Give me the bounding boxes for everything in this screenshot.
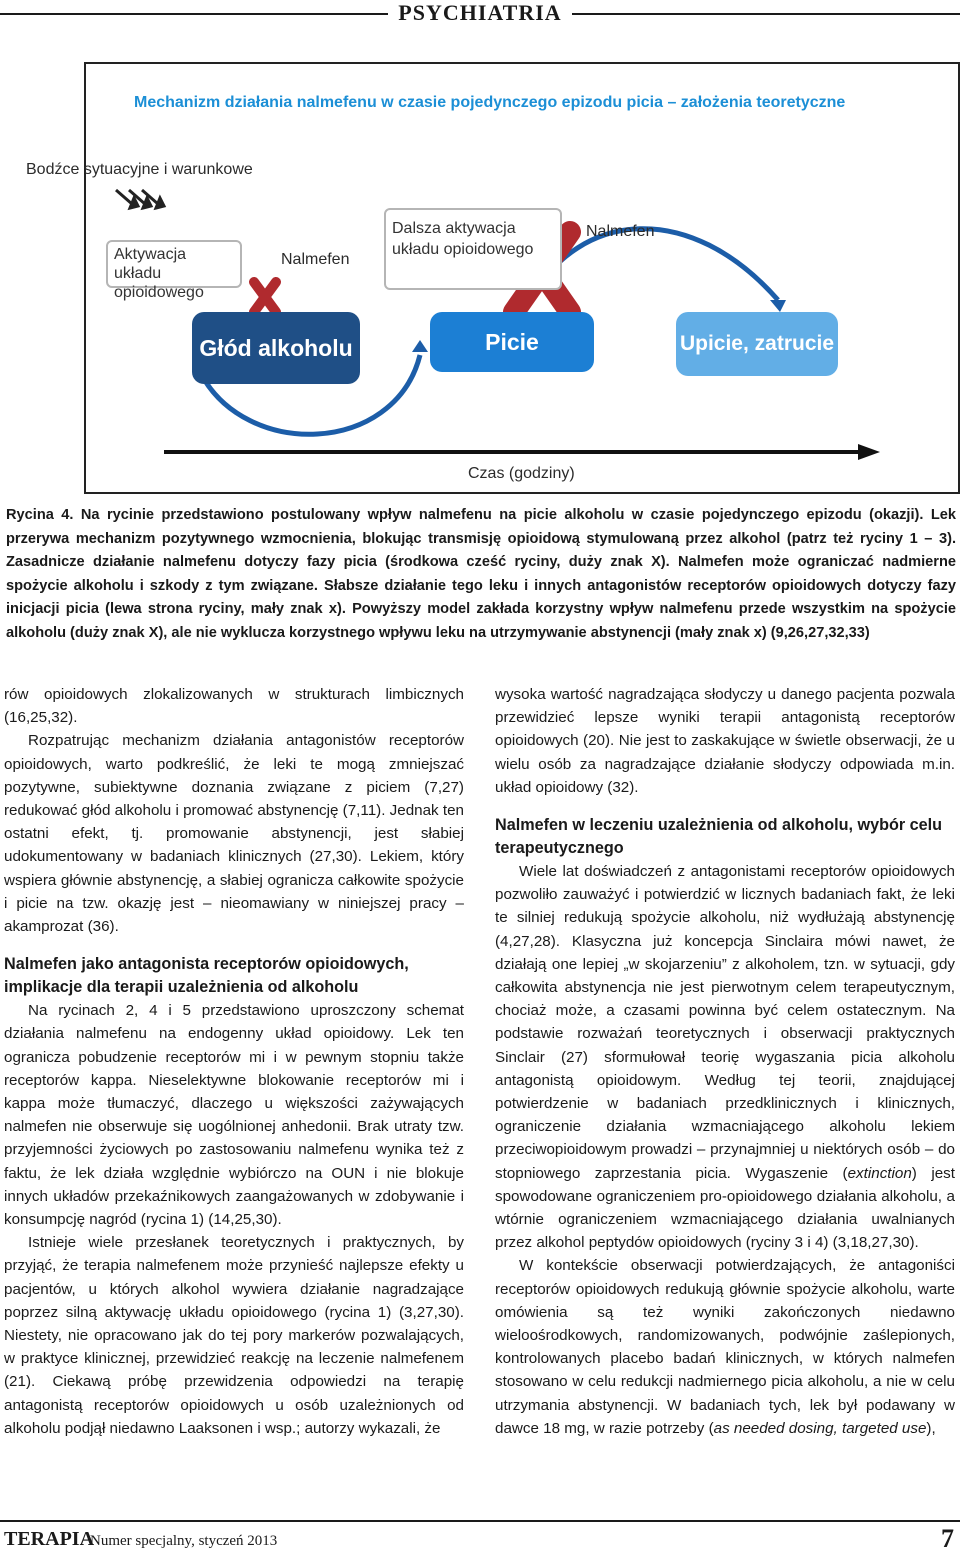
caption-text: Na rycinie przedstawiono postulowany wpływ nalmefenu na picie alkoholu w czasie pojedynczego epizodu (okazji). Lek przerywa mechanizm pozytywnego wzmocnienia, blokując transmisję opioidową stymulowaną przez alkohol (patrz też ryciny 1 – 3). Zasadnicze działanie nalmefenu dotyczy fazy picia (środkowa cześć ryciny, duży znak X). Nalmefen może ograniczać nadmierne spożycie alkoholu i szkody z tym związane. Słabsze działanie tego leku i innych antagonistów receptorów opioidowych dotyczy fazy inicjacji picia (lewa strona ryciny, mały znak x). Powyższy model zakłada korzystny wpływ nalmefenu przede wszystkim na spożycie alkoholu (duży znak X), ale nie wyklucza korzystnego wpływu leku na utrzymywanie abstynencji (mały znak x) (9,26,27,32,33) <box>6 507 956 641</box>
cues-label: Bodźce sytuacyjne i warunkowe <box>26 161 253 178</box>
right-paragraph-2-italic: extinction <box>847 1164 912 1182</box>
activation-label-box: Aktywacja układu opioidowego <box>106 240 242 288</box>
left-paragraph-4: Istnieje wiele przesłanek teoretycznych i praktycznych, by przyjąć, że terapia nalmefenem może przynieść najlepsze efekty u pacjentów, u których alkohol wywiera działanie nagradzające poprzez silną aktywację układu opioidowego (rycina 1) (3,27,30). Niestety, nie opracowano jak do tej pory markerów pozwalających, w praktyce klinicznej, przewidzieć reakcję na leczenie nalmefenem (21). Ciekawą próbę przewidzenia odpowiedzi na terapię antagonistą receptorów opioidowych u osób uzależnionych od alkoholu podjął niedawno Laaksonen i wsp.; autorzy wykazali, że <box>4 1234 464 1437</box>
small-x-icon <box>254 282 276 312</box>
figure-title: Mechanizm działania nalmefenu w czasie pojedynczego epizodu picia – założenia teoretyczne <box>134 94 846 111</box>
right-paragraph-2 <box>495 860 955 1254</box>
stage-drinking: Picie <box>430 312 594 372</box>
left-section-heading: Nalmefen jako antagonista receptorów opioidowych, implikacje dla terapii uzależnienia od alkoholu <box>4 955 409 997</box>
issue-info: Numer specjalny, styczeń 2013 <box>90 1533 278 1549</box>
figure-caption <box>6 504 956 645</box>
right-paragraph-1: wysoka wartość nagradzająca słodyczy u danego pacjenta pozwala przewidzieć lepsze wyniki terapii antagonistą receptorów opioidowych (20). Nie jest to zaskakujące w świetle obserwacji, że u wielu osób za nagradzające działanie słodyczy odpowiada m.in. układ opioidowy (32). <box>495 686 955 796</box>
right-section-heading: Nalmefen w leczeniu uzależnienia od alkoholu, wybór celu terapeutycznego <box>495 816 943 858</box>
stage-intoxication: Upicie, zatrucie <box>676 312 838 376</box>
section-label: PSYCHIATRIA <box>398 0 562 25</box>
right-paragraph-3-text: W kontekście obserwacji potwierdzających, że antagoniści receptorów opioidowych redukują głównie spożycie alkoholu, warte omówienia są też wyniki zakończonych niedawno wieloośrodkowych, randomizowanych, podwójnie zaślepionych, kontrolowanych placebo badań klinicznych, w których nalmefen stosowano w celu redukcji nadmiernego picia alkoholu, a nie w celu utrzymania abstynencji. W badaniach tych, lek był podawany w dawce 18 mg, w razie potrzeby ( <box>495 1257 955 1437</box>
left-paragraph-1: rów opioidowych zlokalizowanych w strukturach limbicznych (16,25,32). <box>4 686 464 727</box>
page-number: 7 <box>941 1524 954 1553</box>
left-paragraph-2: Rozpatrując mechanizm działania antagonistów receptorów opioidowych, warto podkreślić, że leki te mogą zmniejszać pozytywne, subiektywne doznania związane z piciem (7,27) redukować głód alkoholu i promować abstynencję (7,11). Jednak ten ostatni efekt, tj. promowanie abstynencji, jest słabiej udokumentowany w badaniach klinicznych (27,30). Lekiem, który wspiera głównie abstynencję, a słabiej ogranicza całkowite spożycie i picie na tzw. okazję jest – nieomawiany w niniejszej pracy – akamprozat (36). <box>4 732 464 936</box>
footer-rule <box>0 1520 960 1522</box>
cue-arrows-icon <box>116 190 164 208</box>
left-column <box>4 683 464 1440</box>
further-activation-label-box: Dalsza aktywacja układu opioidowego <box>384 208 562 290</box>
time-axis-label: Czas (godziny) <box>468 465 575 482</box>
time-axis-arrowhead <box>858 444 880 460</box>
right-paragraph-3-end: ), <box>926 1419 936 1437</box>
right-column <box>495 683 955 1440</box>
left-paragraph-3: Na rycinach 2, 4 i 5 przedstawiono uproszczony schemat działania nalmefenu na endogenny układ opioidowy. Lek ten ogranicza pobudzenie receptorów mi i w pewnym stopniu także receptorów kappa. Nieselektywne blokowanie receptorów mi i kappa może tłumaczyć, dlaczego u większości zażywających nalmefen nie obserwuje się uogólnionej anhedonii. Brak utraty tzw. przyjemności życiowych po zastosowaniu nalmefenu wynika też z faktu, że lek działa względnie wybiórczo na OUN i nie blokuje innych układów przekaźnikowych zaangażowanych w zdobywanie i konsumpcję nagród (rycina 1) (14,25,30). <box>4 1002 464 1229</box>
caption-label: Rycina 4. <box>6 507 74 523</box>
right-paragraph-3-italic: as needed dosing, targeted use <box>713 1419 927 1437</box>
journal-name: TERAPIA <box>4 1528 95 1550</box>
nalmefen-large-label: Nalmefen <box>586 223 655 240</box>
stage-craving: Głód alkoholu <box>192 312 360 384</box>
right-paragraph-3 <box>495 1254 955 1440</box>
right-paragraph-2-end: ) jest spowodowane ograniczeniem pro-opioidowego działania alkoholu, a wtórnie ograniczeniem wzmacniającego działania uwalnianych przez alkohol peptydów opioidowych (ryciny 3 i 4) (3,18,27,30). <box>495 1164 955 1252</box>
nalmefen-small-label: Nalmefen <box>281 251 350 268</box>
right-paragraph-2-text: Wiele lat doświadczeń z antagonistami receptorów opioidowych pozwoliło zauważyć i potwierdzić w licznych badaniach fakt, że leki te silniej redukują spożycie alkoholu, niż wydłużają abstynencję (4,27,28). Klasyczna już koncepcja Sinclaira mówi nawet, że działają one lepiej „w skojarzeniu” z alkoholem, tzn. w sytuacji, gdy całkowita abstynencja nie jest pierwotnym celem terapeutycznym, chociaż może, a czasami powinna być celem ostatecznym. Na podstawie rozważań teoretycznych i obserwacji praktycznych Sinclair (27) sformułował teorię wygaszania picia alkoholu antagonistą opioidowym. Według tej teorii, znajdującej potwierdzenie w badaniach przedklinicznych i klinicznych, ograniczenie działania wzmacniającego alkoholu lekiem przeciwopioidowym prowadzi – przynajmniej u niektórych osób – do stopniowego zaprzestania picia. Wygaszenie ( <box>495 863 955 1182</box>
